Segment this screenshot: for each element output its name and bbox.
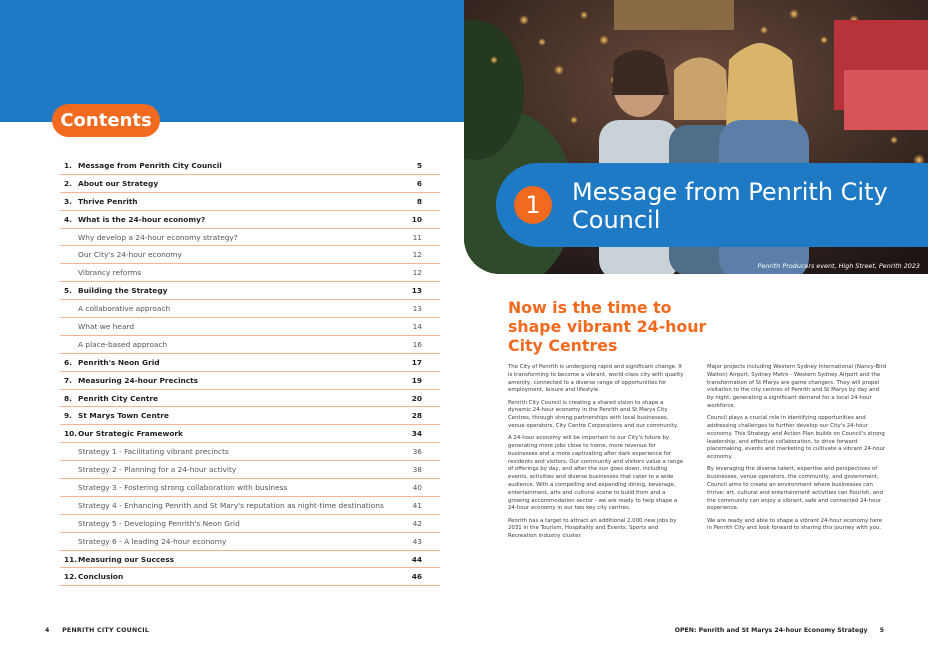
toc-number: 12. <box>64 572 78 582</box>
paragraph: Major projects including Western Sydney International (Nancy-Bird Walton) Airport, Sydney Metro - Western Sydney Airport and the transformation of St Marys are game changers. They will propel visitation to the city centres of Penrith and St Marys by day and by night, generating a significant demand for a local 24-hour workforce. <box>707 364 887 409</box>
toc-title: Penrith's Neon Grid <box>78 357 160 367</box>
toc-title: A collaborative approach <box>78 304 171 314</box>
toc-number: 6. <box>64 357 72 367</box>
toc-page-number: 14 <box>412 322 422 332</box>
toc-title: Measuring our Success <box>78 554 175 564</box>
toc-subentry[interactable] <box>60 515 440 533</box>
toc-entry[interactable] <box>60 157 440 175</box>
toc-title: What we heard <box>78 322 135 332</box>
toc-page-number: 20 <box>411 393 422 403</box>
toc-title: Our City's 24-hour economy <box>78 250 182 260</box>
right-footer <box>675 627 884 634</box>
toc-subentry[interactable] <box>60 264 440 282</box>
toc-title: What is the 24-hour economy? <box>78 214 206 224</box>
paragraph: Penrith City Council is creating a shared vision to shape a dynamic 24-hour economy in the Penrith and St Marys City Centres, through strong partnerships with local businesses, venue operators, City Centre Corporations and our community. <box>508 399 679 429</box>
toc-number: 11. <box>64 554 78 564</box>
toc-title: Message from Penrith City Council <box>78 161 222 170</box>
toc-page-number: 42 <box>412 518 422 528</box>
toc-title: About our Strategy <box>78 178 159 188</box>
toc-page-number: 34 <box>411 429 422 439</box>
toc-subentry[interactable] <box>60 336 440 354</box>
toc-entry[interactable] <box>60 282 440 300</box>
toc-number: 3. <box>64 196 72 206</box>
toc-title: Strategy 3 - Fostering strong collaboration with business <box>78 483 288 493</box>
toc-page-number: 46 <box>411 572 422 582</box>
footer-org: PENRITH CITY COUNCIL <box>62 627 150 634</box>
toc-number: 4. <box>64 214 72 224</box>
toc-title: Our Strategic Framework <box>78 429 183 439</box>
toc-title: Strategy 5 - Developing Penrith's Neon Grid <box>78 518 240 528</box>
toc-subentry[interactable] <box>60 533 440 551</box>
toc-page-number: 11 <box>412 232 422 242</box>
toc-subentry[interactable] <box>60 461 440 479</box>
toc-page-number: 6 <box>416 178 422 188</box>
page-number: 5 <box>879 627 884 634</box>
toc-title: Measuring 24-hour Precincts <box>78 375 199 385</box>
toc-page-number: 28 <box>411 411 422 421</box>
toc-entry[interactable] <box>60 211 440 229</box>
toc-entry[interactable] <box>60 425 440 443</box>
toc-entry[interactable] <box>60 390 440 408</box>
toc-entry[interactable] <box>60 354 440 372</box>
photo-caption: Penrith Producers event, High Street, Penrith 2023 <box>757 262 920 270</box>
toc-subentry[interactable] <box>60 300 440 318</box>
toc-title: Penrith City Centre <box>78 393 159 403</box>
page-number: 4 <box>45 627 50 634</box>
toc-entry[interactable] <box>60 193 440 211</box>
toc-title: Strategy 1 - Facilitating vibrant precincts <box>78 447 229 457</box>
toc-number: 2. <box>64 178 72 188</box>
toc-entry[interactable] <box>60 372 440 390</box>
toc-entry[interactable] <box>60 175 440 193</box>
toc-title: Strategy 4 - Enhancing Penrith and St Mary's reputation as night-time destinations <box>78 500 384 510</box>
toc-page-number: 10 <box>411 214 422 224</box>
section-title: Message from Penrith City Council <box>572 178 888 234</box>
toc-page-number: 8 <box>416 196 422 206</box>
toc-subentry[interactable] <box>60 443 440 461</box>
toc-page-number: 5 <box>416 161 422 170</box>
toc-page-number: 44 <box>411 554 422 564</box>
toc-page-number: 40 <box>412 483 422 493</box>
paragraph: A 24-hour economy will be important to our City's future by generating more jobs close to home, more revenue for businesses and a more captivating after dark experience for residents and visitors. Our community and visitors value a range of offerings by day, and after the sun goes down, including events, activities and diverse businesses that cater to a wide audience. With a compelling and expanding dining, beverage, entertainment, arts and cultural scene to build from and a growing accommodation sector - we are ready to help shape a 24-hour economy in our two key city centres. <box>508 435 684 512</box>
toc-page-number: 36 <box>412 447 422 457</box>
footer-document-title: OPEN: Penrith and St Marys 24-hour Economy Strategy <box>674 627 868 634</box>
paragraph: By leveraging the diverse talent, expertise and perspectives of businesses, venue operators, the community, and government, Council aims to create an environment where businesses can thrive; art, cultural and entertainment activities can flourish, and the community can enjoy a vibrant, safe and connected 24-hour experience. <box>707 466 883 512</box>
toc-page-number: 13 <box>411 286 422 296</box>
toc-page-number: 19 <box>411 375 422 385</box>
toc-title: Thrive Penrith <box>78 196 138 206</box>
toc-subentry[interactable] <box>60 497 440 515</box>
toc-number: 10. <box>64 429 78 439</box>
toc-page-number: 43 <box>412 536 422 546</box>
toc-page-number: 12 <box>412 250 422 260</box>
toc-number: 1. <box>64 161 72 170</box>
right-page <box>464 0 928 656</box>
paragraph: Penrith has a target to attract an additional 2,000 new jobs by 2031 in the Tourism, Hospitality and Events, Sports and Recreation industry cluster. <box>508 517 677 540</box>
toc-subentry[interactable] <box>60 479 440 497</box>
toc-title: St Marys Town Centre <box>78 411 169 421</box>
toc-page-number: 12 <box>412 268 422 278</box>
toc-title: A place-based approach <box>78 339 168 349</box>
contents-heading: Contents <box>52 104 160 137</box>
toc-subentry[interactable] <box>60 229 440 247</box>
toc-entry[interactable] <box>60 407 440 425</box>
toc-entry[interactable] <box>60 551 440 569</box>
paragraph: Council plays a crucial role in identifying opportunities and addressing challenges to further develop our City's 24-hour economy. This Strategy and Action Plan builds on Council's strong leadership, and effective collaboration, to drive forward placemaking, events and marketing to cultivate a vibrant 24-hour economy. <box>707 415 886 461</box>
toc-page-number: 16 <box>412 339 422 349</box>
toc-subentry[interactable] <box>60 246 440 264</box>
toc-number: 7. <box>64 375 72 385</box>
body-column-2 <box>707 364 887 538</box>
toc-title: Why develop a 24-hour economy strategy? <box>78 232 238 242</box>
toc-page-number: 41 <box>412 500 422 510</box>
toc-number: 5. <box>64 286 72 296</box>
toc-number: 8. <box>64 393 72 403</box>
toc-page-number: 17 <box>411 357 422 367</box>
left-footer <box>45 627 149 634</box>
toc-title: Building the Strategy <box>78 286 168 296</box>
paragraph: We are ready and able to shape a vibrant 24-hour economy here in Penrith City and look forward to sharing this journey with you. <box>707 517 883 532</box>
toc-subentry[interactable] <box>60 318 440 336</box>
section-number: 1 <box>514 186 552 224</box>
toc-title: Strategy 6 - A leading 24-hour economy <box>78 536 227 546</box>
paragraph: The City of Penrith is undergoing rapid and significant change. It is transforming to become a vibrant, world-class city with quality amenity, connected to a diverse range of opportunities for employment, leisure and lifestyle. <box>508 364 684 394</box>
table-of-contents <box>60 157 440 586</box>
toc-title: Strategy 2 - Planning for a 24-hour activity <box>78 465 237 475</box>
toc-entry[interactable] <box>60 568 440 586</box>
toc-number: 9. <box>64 411 72 421</box>
toc-page-number: 13 <box>412 304 422 314</box>
toc-title: Vibrancy reforms <box>78 268 142 278</box>
headline: Now is the time to shape vibrant 24-hour City Centres <box>508 298 707 355</box>
body-column-1 <box>508 364 686 545</box>
toc-page-number: 38 <box>412 465 422 475</box>
toc-title: Conclusion <box>78 572 124 582</box>
